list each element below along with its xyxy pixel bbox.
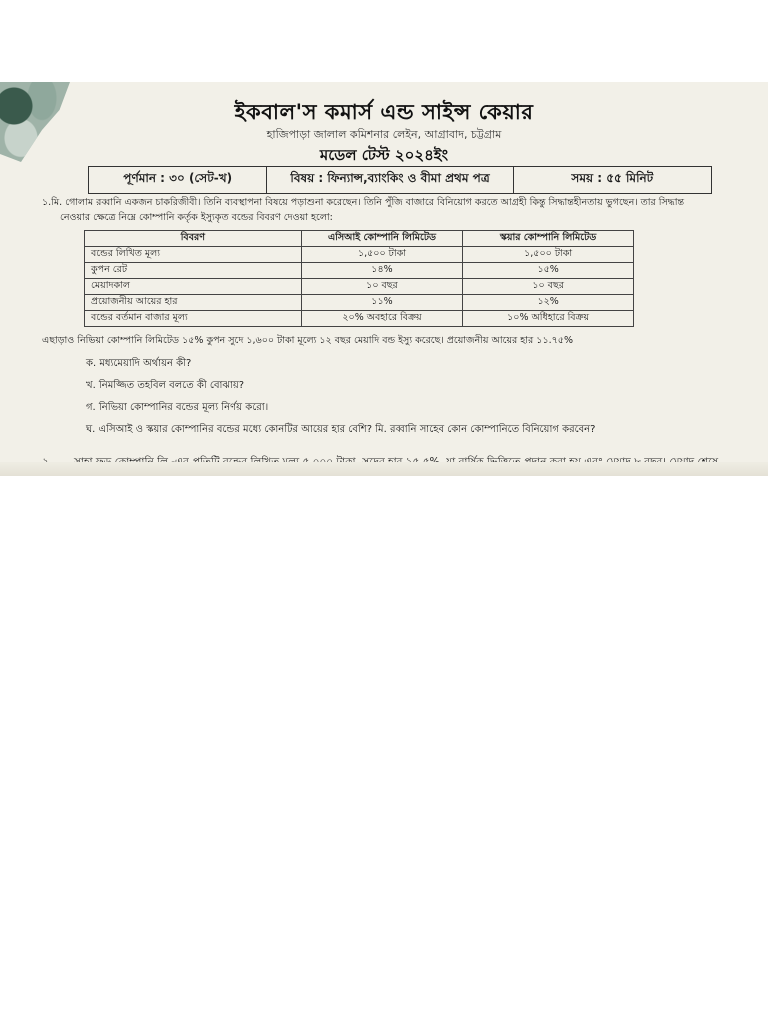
table-cell: মেয়াদকাল <box>85 279 302 295</box>
sub-question-kha: খ. নিমজ্জিত তহবিল বলতে কী বোঝায়? <box>86 380 245 391</box>
table-cell: ১,৫০০ টাকা <box>301 247 463 263</box>
table-header-cell: স্কয়ার কোম্পানি লিমিটেড <box>463 231 634 247</box>
marks-cell: পূর্ণমান : ৩০ (সেট-খ) <box>89 167 267 193</box>
institution-title: ইকবাল'স কমার্স এন্ড সাইন্স কেয়ার <box>234 100 534 124</box>
table-cell: বন্ডের বর্তমান বাজার মূল্য <box>85 311 302 327</box>
table-cell: ১৪% <box>301 263 463 279</box>
table-row <box>85 311 634 327</box>
table-row <box>85 263 634 279</box>
q1-extra-info: এছাড়াও নিভিয়া কোম্পানি লিমিটেড ১৫% কুপন সুদে ১,৬০০ টাকা মূল্যে ১২ বছর মেয়াদি বন্ড ইস্যু করেছে। প্রয়োজনীয় আয়ের হার ১১.৭৫% <box>42 335 573 346</box>
table-cell: বন্ডের লিখিত মূল্য <box>85 247 302 263</box>
cut-off-edge <box>0 462 768 476</box>
table-header-cell: বিবরণ <box>85 231 302 247</box>
table-row <box>85 295 634 311</box>
address-line: হাজিপাড়া জালাল কমিশনার লেইন, আগ্রাবাদ, চট্টগ্রাম <box>266 128 502 141</box>
table-header-cell: এসিআই কোম্পানি লিমিটেড <box>301 231 463 247</box>
sub-question-ga: গ. নিভিয়া কোম্পানির বন্ডের মূল্য নির্ণয় করো। <box>86 402 269 413</box>
table-cell: ১১% <box>301 295 463 311</box>
time-cell: সময় : ৫৫ মিনিট <box>571 171 654 185</box>
subject-cell: বিষয় : ফিন্যান্স,ব্যাংকিং ও বীমা প্রথম পত্র <box>267 167 513 193</box>
table-header-row <box>85 231 634 247</box>
exam-title: মডেল টেস্ট ২০২৪ইং <box>319 146 449 164</box>
exam-info-box <box>88 166 712 194</box>
bond-table <box>84 230 634 327</box>
q1-stem-line1: ১.মি. গোলাম রব্বানি একজন চাকরিজীবী। তিনি ব্যবস্থাপনা বিষয়ে পড়াশুনা করেছেন। তিনি পুঁজি বাজারে বিনিয়োগ করতে আগ্রহী কিন্তু সিদ্ধান্তহীনতায় ভুগছেন। তার সিদ্ধান্ত <box>42 197 685 208</box>
table-cell: ১২% <box>463 295 634 311</box>
table-row <box>85 279 634 295</box>
table-cell: প্রয়োজনীয় আয়ের হার <box>85 295 302 311</box>
table-row <box>85 247 634 263</box>
sub-question-gha: ঘ. এসিআই ও স্কয়ার কোম্পানির বন্ডের মধ্যে কোনটির আয়ের হার বেশি? মি. রব্বানি সাহেব কোন কোম্পানিতে বিনিয়োগ করবেন? <box>86 424 596 435</box>
table-cell: ১০% অধিহারে বিক্রয় <box>463 311 634 327</box>
document-photo <box>0 82 768 476</box>
table-cell: ২০% অবহারে বিক্রয় <box>301 311 463 327</box>
table-cell: ১,৫০০ টাকা <box>463 247 634 263</box>
sub-question-ka: ক. মধ্যমেয়াদি অর্থায়ন কী? <box>86 358 192 369</box>
table-cell: ১৫% <box>463 263 634 279</box>
table-cell: ১০ বছর <box>301 279 463 295</box>
table-cell: ১০ বছর <box>463 279 634 295</box>
table-cell: কুপন রেট <box>85 263 302 279</box>
q1-stem-line2: নেওয়ার ক্ষেত্রে নিম্নে কোম্পানি কর্তৃক ইস্যুকৃত বন্ডের বিবরণ দেওয়া হলো: <box>60 212 333 223</box>
